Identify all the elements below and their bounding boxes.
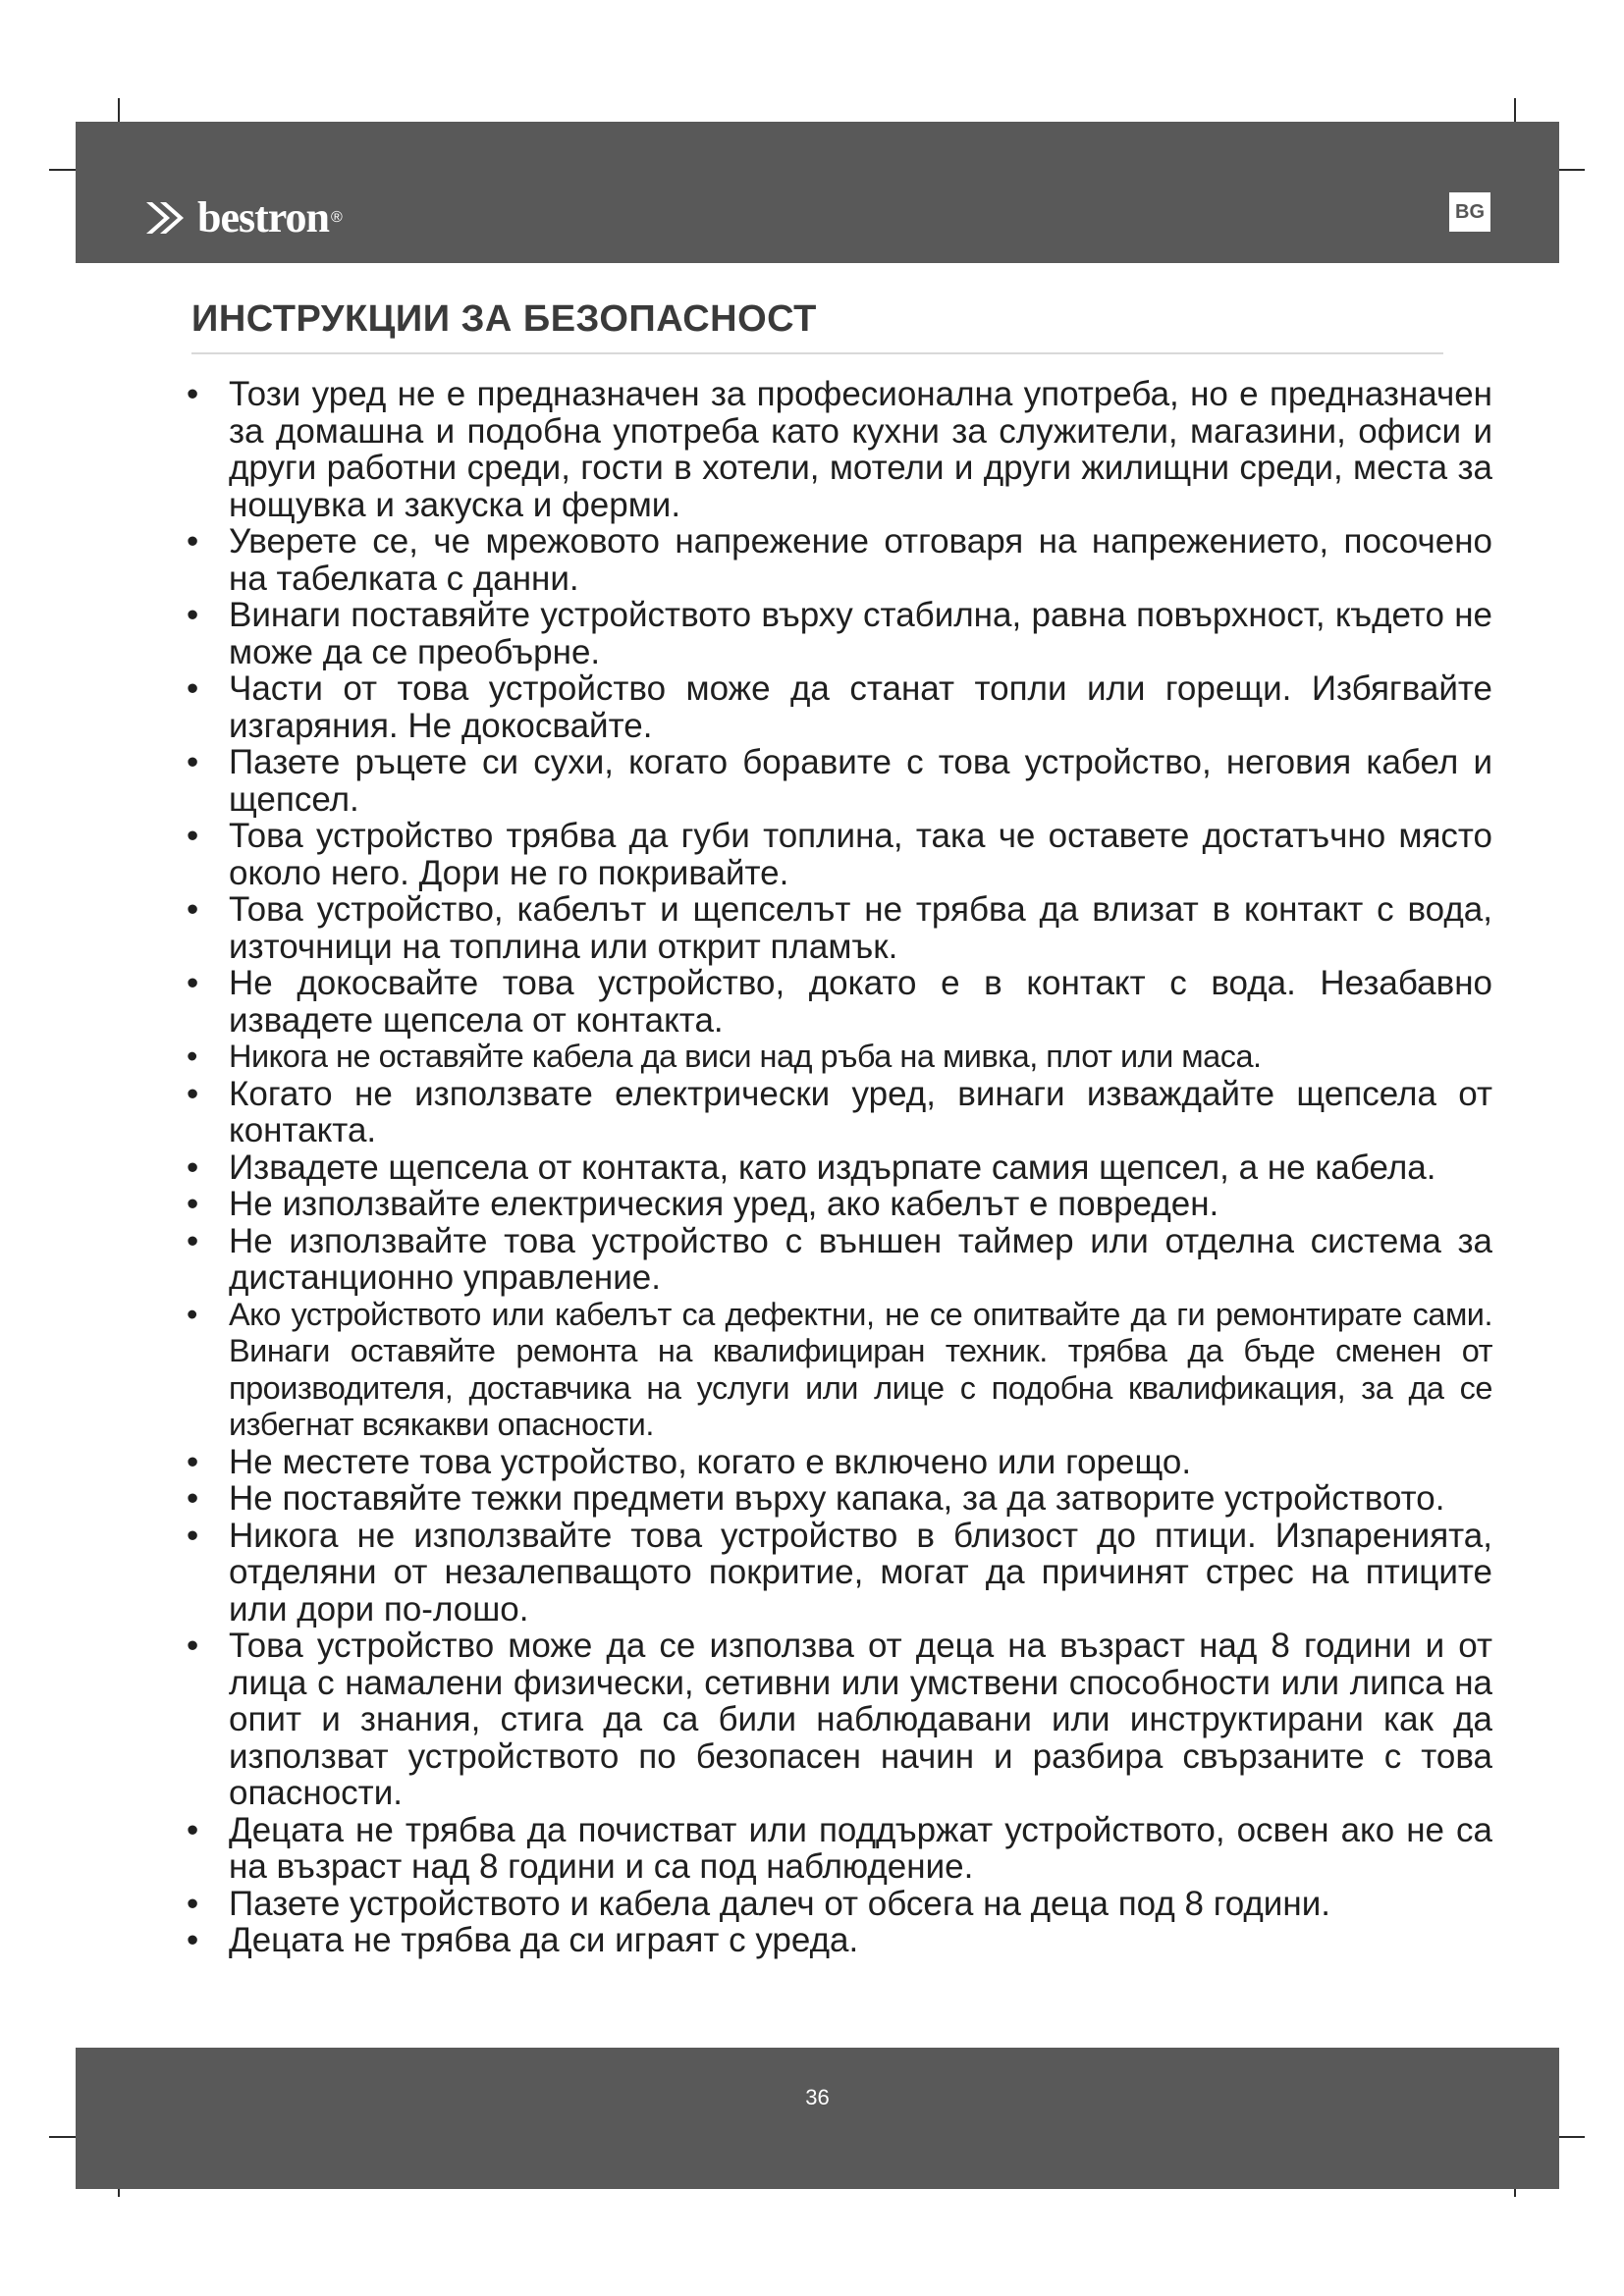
- list-item: [187, 1812, 1492, 1886]
- chevron-logo-icon: [144, 198, 191, 238]
- bullet: •: [187, 1516, 199, 1555]
- bullet: •: [187, 1479, 199, 1518]
- list-item: [187, 965, 1492, 1039]
- bullet: •: [187, 1221, 199, 1260]
- bullet: •: [187, 1627, 199, 1665]
- list-item-text: Пазете устройството и кабела далеч от обсега на деца под 8 години.: [229, 1884, 1330, 1923]
- language-badge: BG: [1449, 192, 1490, 232]
- list-item: [187, 891, 1492, 965]
- list-item-text: Части от това устройство може да станат топли или горещи. Избягвайте изгаряния. Не докосвайте.: [229, 669, 1492, 745]
- list-item-text: Този уред не е предназначен за професионална употреба, но е предназначен за домашна и подобна употреба като кухни за служители, магазини, офиси и други работни среди, гости в хотели, мотели и други жилищни среди, места за нощувка и закуска и ферми.: [229, 375, 1492, 524]
- list-item: [187, 818, 1492, 891]
- header-band: [76, 122, 1559, 263]
- list-item-text: Винаги поставяйте устройството върху стабилна, равна повърхност, където не може да се преобърне.: [229, 596, 1492, 671]
- bullet: •: [187, 817, 199, 855]
- list-item: [187, 597, 1492, 670]
- list-item-text: Никога не оставяйте кабела да виси над ръба на мивка, плот или маса.: [229, 1039, 1262, 1074]
- section-title: ИНСТРУКЦИИ ЗА БЕЗОПАСНОСТ: [191, 298, 817, 340]
- list-item-text: Не поставяйте тежки предмети върху капака, за да затворите устройството.: [229, 1479, 1445, 1518]
- bullet: •: [187, 890, 199, 929]
- registered-mark: ®: [330, 209, 343, 226]
- bullet: •: [187, 1148, 199, 1187]
- bullet: •: [187, 669, 199, 708]
- list-item: [187, 1444, 1492, 1481]
- list-item-text: Децата не трябва да почистват или поддържат устройството, освен ако не са на възраст над 8 години и са под наблюдение.: [229, 1810, 1492, 1886]
- list-item: [187, 1076, 1492, 1149]
- list-item: [187, 1223, 1492, 1297]
- list-item-text: Никога не използвайте това устройство в близост до птици. Изпаренията, отделяни от незалепващото покритие, могат да причинят стрес на птиците или дори по-лошо.: [229, 1516, 1492, 1629]
- list-item-text: Не използвайте това устройство с външен таймер или отделна система за дистанционно управление.: [229, 1221, 1492, 1297]
- bullet: •: [187, 522, 199, 561]
- list-item: [187, 1039, 1492, 1076]
- list-item-text: Извадете щепсела от контакта, като издърпате самия щепсел, а не кабела.: [229, 1148, 1436, 1187]
- bullet: •: [187, 1810, 199, 1849]
- bullet: •: [187, 1185, 199, 1223]
- list-item: [187, 1922, 1492, 1959]
- title-divider: [191, 352, 1443, 354]
- list-item-text: Когато не използвате електрически уред, винаги изваждайте щепсела от контакта.: [229, 1074, 1492, 1149]
- safety-instructions-list: [187, 376, 1492, 1959]
- list-item-text: Това устройство трябва да губи топлина, така че оставете достатъчно място около него. Дори не го покривайте.: [229, 817, 1492, 892]
- bullet: •: [187, 743, 199, 781]
- list-item: [187, 523, 1492, 597]
- brand-name: bestron: [197, 193, 329, 241]
- bullet: •: [187, 596, 199, 634]
- brand-logo: [144, 193, 343, 241]
- bullet: •: [187, 1921, 199, 1959]
- bullet: •: [187, 1884, 199, 1923]
- list-item: [187, 1297, 1492, 1444]
- list-item: [187, 670, 1492, 744]
- list-item-text: Това устройство, кабелът и щепселът не трябва да влизат в контакт с вода, източници на топлина или открит пламък.: [229, 890, 1492, 966]
- bullet: •: [187, 375, 199, 413]
- list-item-text: Не докосвайте това устройство, докато е в контакт с вода. Незабавно извадете щепсела от контакта.: [229, 964, 1492, 1040]
- list-item: [187, 1480, 1492, 1518]
- list-item-text: Не използвайте електрическия уред, ако кабелът е повреден.: [229, 1185, 1219, 1223]
- list-item-text: Уверете се, че мрежовото напрежение отговаря на напрежението, посочено на табелката с данни.: [229, 522, 1492, 598]
- page-number: 36: [805, 2085, 830, 2109]
- bullet: •: [187, 1074, 199, 1113]
- list-item-text: Това устройство може да се използва от деца на възраст над 8 години и от лица с намалени физически, сетивни или умствени способности или липса на опит и знания, стига да са били наблюдавани или инструктирани как да използват устройството по безопасен начин и разбира свързаните с това опасности.: [229, 1627, 1492, 1812]
- list-item: [187, 1628, 1492, 1812]
- bullet: •: [187, 964, 199, 1002]
- bullet: •: [187, 1442, 199, 1481]
- bullet: •: [187, 1296, 197, 1332]
- list-item-text: Пазете ръцете си сухи, когато боравите с това устройство, неговия кабел и щепсел.: [229, 743, 1492, 819]
- bullet: •: [187, 1039, 197, 1074]
- list-item: [187, 1186, 1492, 1223]
- list-item: [187, 1518, 1492, 1629]
- list-item-text: Не местете това устройство, когато е включено или горещо.: [229, 1442, 1192, 1481]
- list-item: [187, 376, 1492, 523]
- list-item-text: Ако устройството или кабелът са дефектни, не се опитвайте да ги ремонтирате сами. Винаги оставяйте ремонта на квалифициран техник. трябва да бъде сменен от производителя, доставчика на услуги или лице с подобна квалификация, за да се избегнат всякакви опасности.: [229, 1296, 1492, 1442]
- list-item: [187, 1886, 1492, 1923]
- footer-band: [76, 2048, 1559, 2189]
- list-item: [187, 1149, 1492, 1187]
- list-item: [187, 744, 1492, 818]
- list-item-text: Децата не трябва да си играят с уреда.: [229, 1921, 859, 1959]
